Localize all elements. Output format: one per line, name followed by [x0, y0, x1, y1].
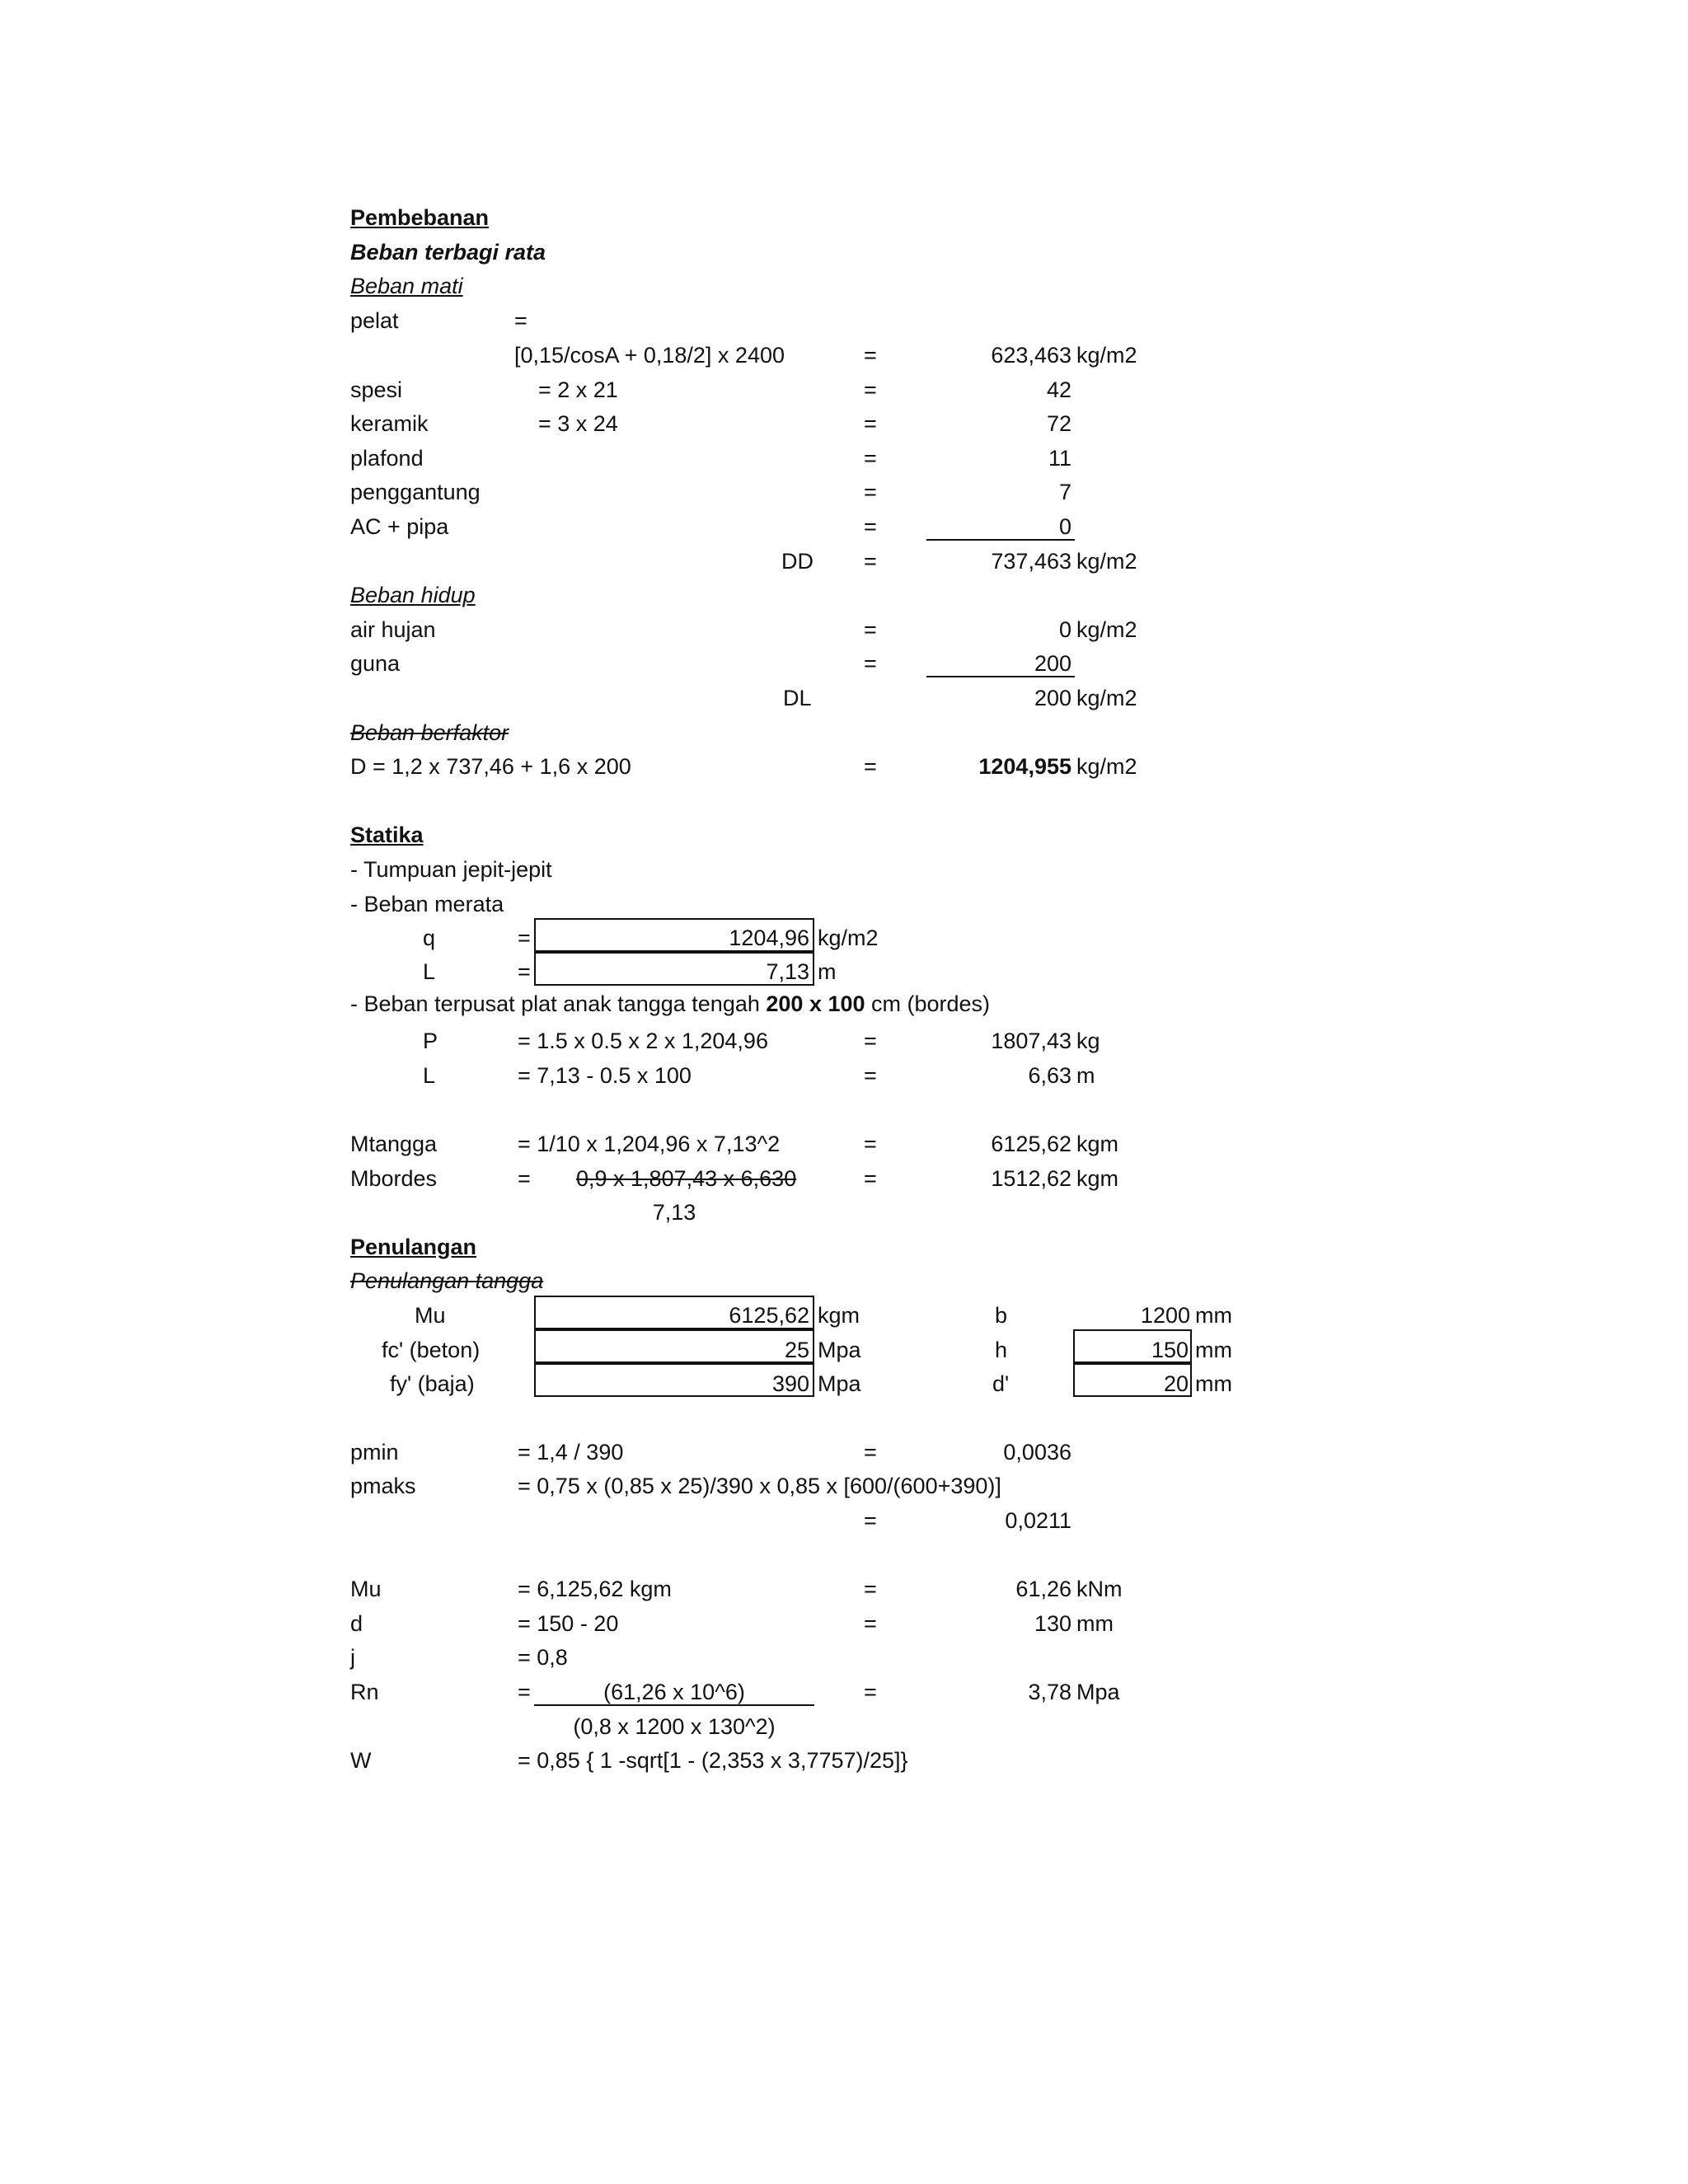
- value-ac-pipa: 0: [1058, 514, 1071, 539]
- value-mbordes: 1512,62: [991, 1166, 1071, 1191]
- formula-p: = 1.5 x 0.5 x 2 x 1,204,96: [518, 1029, 768, 1053]
- equals-sign: =: [864, 754, 877, 779]
- equals-sign: =: [864, 1680, 877, 1704]
- label-keramik: keramik: [350, 411, 429, 436]
- text-beban-terpusat: [350, 990, 990, 1018]
- fraction-denominator-rn: (0,8 x 1200 x 130^2): [573, 1714, 776, 1739]
- value-air-hujan: 0: [1058, 617, 1071, 642]
- subsection-title-penulangan-tangga: Penulangan tangga: [350, 1268, 544, 1293]
- text-beban-terpusat-dimension: 200 x 100: [766, 991, 865, 1016]
- value-guna: 200: [1034, 651, 1071, 676]
- unit-l2: m: [1076, 1063, 1095, 1088]
- text-beban-terpusat-suffix: cm (bordes): [865, 991, 991, 1016]
- input-cell-l: [534, 952, 814, 986]
- formula-pmaks: = 0,75 x (0,85 x 25)/390 x 0,85 x [600/(600+390)]: [518, 1474, 1001, 1498]
- label-mu: Mu: [415, 1303, 446, 1328]
- unit-d: mm: [1076, 1611, 1114, 1636]
- label-dl: DL: [783, 686, 812, 710]
- formula-j: = 0,8: [518, 1645, 568, 1670]
- formula-mu-2: = 6,125,62 kgm: [518, 1577, 672, 1601]
- value-p: 1807,43: [991, 1029, 1071, 1053]
- label-guna: guna: [350, 651, 401, 676]
- formula-mtangga: = 1/10 x 1,204,96 x 7,13^2: [518, 1132, 781, 1156]
- unit-air-hujan: kg/m2: [1076, 617, 1137, 642]
- label-w: W: [350, 1748, 372, 1773]
- formula-w: = 0,85 { 1 -sqrt[1 - (2,353 x 3,7757)/25]}: [518, 1748, 908, 1773]
- label-b: b: [995, 1303, 1008, 1328]
- section-title-statika: Statika: [350, 823, 424, 847]
- equals-sign: =: [864, 1611, 877, 1636]
- unit-mbordes: kgm: [1076, 1166, 1119, 1191]
- input-cell-fc: [534, 1329, 814, 1363]
- label-plafond: plafond: [350, 446, 424, 471]
- unit-mtangga: kgm: [1076, 1132, 1119, 1156]
- value-d-prime: 20: [1163, 1371, 1189, 1396]
- value-d: 130: [1034, 1611, 1071, 1636]
- value-pmaks: 0,0211: [1005, 1508, 1071, 1533]
- label-rn: Rn: [350, 1680, 379, 1704]
- label-fy: fy' (baja): [390, 1371, 475, 1396]
- equals-sign: =: [864, 1166, 877, 1191]
- heading-beban-berfaktor: Beban berfaktor: [350, 720, 509, 745]
- equals-sign: =: [864, 651, 877, 676]
- equals-sign: =: [864, 1440, 877, 1465]
- value-rn: 3,78: [1028, 1680, 1071, 1704]
- value-dd: 737,463: [991, 549, 1071, 574]
- value-dl: 200: [1034, 686, 1071, 710]
- equals-sign: =: [864, 1029, 877, 1053]
- unit-rn: Mpa: [1076, 1680, 1120, 1704]
- value-spesi: 42: [1046, 377, 1071, 402]
- equals-sign: =: [518, 959, 531, 984]
- unit-mu: kgm: [818, 1303, 860, 1328]
- sum-rule: [926, 676, 1075, 677]
- equals-sign: =: [864, 1577, 877, 1601]
- heading-beban-hidup: Beban hidup: [350, 583, 476, 607]
- heading-beban-mati: Beban mati: [350, 274, 463, 298]
- label-pmin: pmin: [350, 1440, 399, 1465]
- unit-beban-berfaktor: kg/m2: [1076, 754, 1137, 779]
- formula-pmin: = 1,4 / 390: [518, 1440, 624, 1465]
- section-title-pembebanan: Pembebanan: [350, 205, 490, 230]
- unit-b: mm: [1195, 1303, 1232, 1328]
- value-beban-berfaktor: 1204,955: [978, 754, 1071, 779]
- text-tumpuan: - Tumpuan jepit-jepit: [350, 857, 552, 882]
- equals-sign: =: [864, 1132, 877, 1156]
- formula-spesi: = 2 x 21: [538, 377, 618, 402]
- label-l: L: [423, 959, 436, 984]
- label-air-hujan: air hujan: [350, 617, 436, 642]
- value-pmin: 0,0036: [1003, 1440, 1071, 1465]
- unit-p: kg: [1076, 1029, 1100, 1053]
- fraction-denominator-mbordes: 7,13: [652, 1200, 696, 1225]
- equals-sign: =: [518, 1680, 531, 1704]
- unit-fc: Mpa: [818, 1338, 861, 1362]
- unit-d-prime: mm: [1195, 1371, 1232, 1396]
- equals-sign: =: [864, 446, 877, 471]
- input-cell-d-prime: [1073, 1363, 1192, 1397]
- unit-q: kg/m2: [818, 926, 879, 950]
- equals-sign: =: [518, 1166, 531, 1191]
- equals-sign: =: [864, 1063, 877, 1088]
- value-pelat: 623,463: [991, 343, 1071, 368]
- fraction-numerator-rn: (61,26 x 10^6): [603, 1680, 745, 1704]
- input-cell-q: [534, 918, 814, 952]
- value-fy: 390: [771, 1371, 809, 1396]
- label-mbordes: Mbordes: [350, 1166, 438, 1191]
- text-beban-merata: - Beban merata: [350, 892, 504, 916]
- value-penggantung: 7: [1058, 480, 1071, 504]
- equals-sign: =: [518, 926, 531, 950]
- value-mtangga: 6125,62: [991, 1132, 1071, 1156]
- unit-pelat: kg/m2: [1076, 343, 1137, 368]
- subsection-title-beban-terbagi-rata: Beban terbagi rata: [350, 240, 546, 265]
- label-mtangga: Mtangga: [350, 1132, 438, 1156]
- value-plafond: 11: [1048, 446, 1071, 471]
- formula-beban-berfaktor: D = 1,2 x 737,46 + 1,6 x 200: [350, 754, 631, 779]
- formula-keramik: = 3 x 24: [538, 411, 618, 436]
- unit-fy: Mpa: [818, 1371, 861, 1396]
- formula-d: = 150 - 20: [518, 1611, 619, 1636]
- input-cell-fy: [534, 1363, 814, 1397]
- value-q: 1204,96: [729, 926, 809, 950]
- fraction-numerator-mbordes: 0,9 x 1,807,43 x 6,630: [576, 1166, 797, 1191]
- label-p: P: [423, 1029, 438, 1053]
- value-mu-2: 61,26: [1015, 1577, 1071, 1601]
- value-b: 1200: [1140, 1303, 1190, 1328]
- value-h: 150: [1151, 1338, 1189, 1362]
- formula-l2: = 7,13 - 0.5 x 100: [518, 1063, 692, 1088]
- equals-sign: =: [864, 343, 877, 368]
- equals-sign: =: [864, 514, 877, 539]
- equals-sign: =: [864, 549, 877, 574]
- value-l: 7,13: [766, 959, 809, 984]
- equals-sign: =: [864, 1508, 877, 1533]
- label-l2: L: [423, 1063, 436, 1088]
- unit-h: mm: [1195, 1338, 1232, 1362]
- label-q: q: [423, 926, 436, 950]
- equals-sign: =: [864, 411, 877, 436]
- label-pmaks: pmaks: [350, 1474, 416, 1498]
- equals-sign: =: [864, 617, 877, 642]
- unit-dd: kg/m2: [1076, 549, 1137, 574]
- label-fc: fc' (beton): [382, 1338, 481, 1362]
- value-l2: 6,63: [1028, 1063, 1071, 1088]
- value-fc: 25: [784, 1338, 809, 1362]
- fraction-bar-rn: [534, 1704, 814, 1706]
- label-h: h: [995, 1338, 1008, 1362]
- unit-l: m: [818, 959, 837, 984]
- formula-pelat: [0,15/cosA + 0,18/2] x 2400: [514, 343, 785, 368]
- input-cell-mu: [534, 1296, 814, 1329]
- equals-sign: =: [864, 377, 877, 402]
- input-cell-h: [1073, 1329, 1192, 1363]
- sum-rule: [926, 539, 1075, 541]
- label-ac-pipa: AC + pipa: [350, 514, 449, 539]
- label-d-prime: d': [992, 1371, 1010, 1396]
- value-keramik: 72: [1046, 411, 1071, 436]
- unit-dl: kg/m2: [1076, 686, 1137, 710]
- label-spesi: spesi: [350, 377, 403, 402]
- label-j: j: [350, 1645, 355, 1670]
- label-dd: DD: [781, 549, 814, 574]
- unit-mu-2: kNm: [1076, 1577, 1123, 1601]
- label-penggantung: penggantung: [350, 480, 481, 504]
- label-pelat: pelat: [350, 308, 399, 333]
- equals-sign: =: [514, 308, 528, 333]
- equals-sign: =: [864, 480, 877, 504]
- value-mu: 6125,62: [729, 1303, 809, 1328]
- text-beban-terpusat-prefix: - Beban terpusat plat anak tangga tengah: [350, 991, 767, 1016]
- label-d: d: [350, 1611, 363, 1636]
- label-mu-2: Mu: [350, 1577, 382, 1601]
- section-title-penulangan: Penulangan: [350, 1235, 477, 1259]
